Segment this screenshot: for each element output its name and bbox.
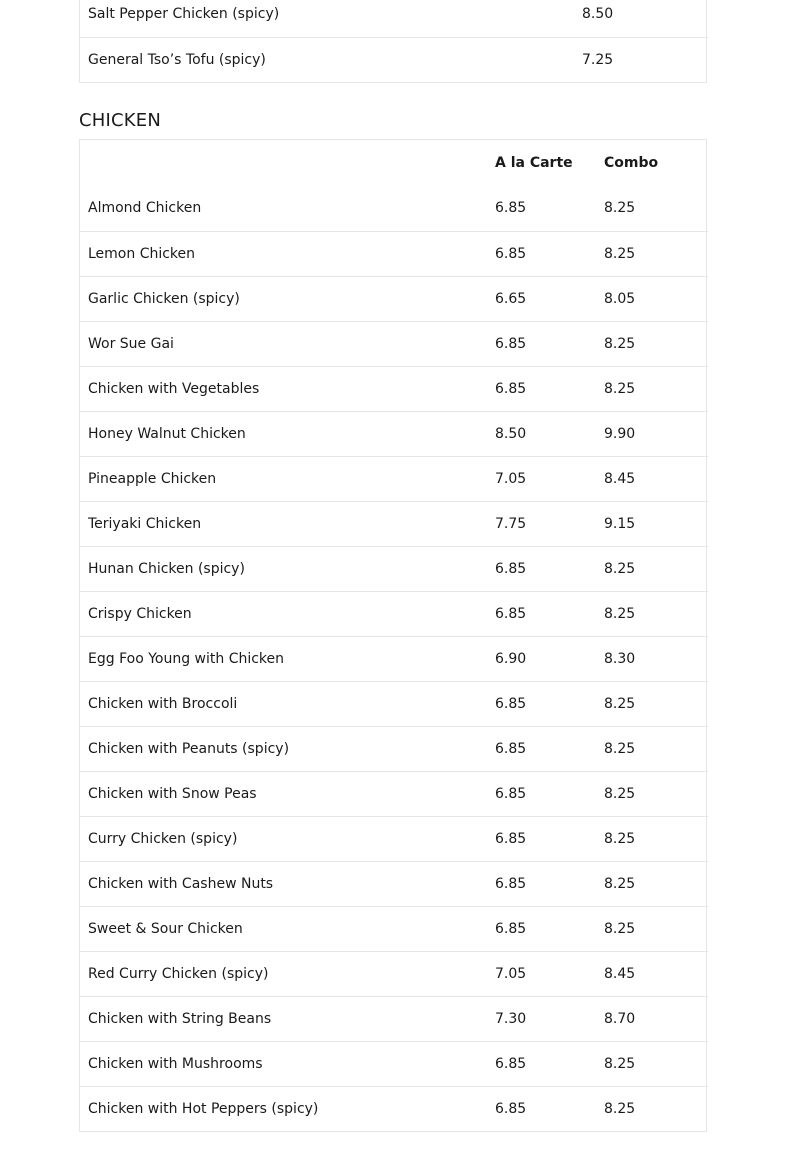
item-combo-price: 8.70 [596,996,708,1041]
table-row [80,37,708,82]
item-combo-price: 8.25 [596,681,708,726]
table-row [80,771,708,816]
table-row [80,1041,708,1086]
table-row [80,276,708,321]
item-a-la-carte-price: 6.85 [487,366,596,411]
item-a-la-carte-price: 6.85 [487,591,596,636]
item-a-la-carte-price: 6.90 [487,636,596,681]
item-name: Pineapple Chicken [80,456,487,501]
item-a-la-carte-price: 8.50 [487,411,596,456]
table-row [80,501,708,546]
table-row [80,321,708,366]
item-price: 7.25 [574,37,708,82]
table-row [80,591,708,636]
item-a-la-carte-price: 6.85 [487,771,596,816]
item-a-la-carte-price: 6.85 [487,816,596,861]
item-name: Wor Sue Gai [80,321,487,366]
item-a-la-carte-price: 7.30 [487,996,596,1041]
item-combo-price: 8.45 [596,456,708,501]
column-header-a-la-carte: A la Carte [495,155,573,171]
item-a-la-carte-price: 6.85 [487,546,596,591]
item-combo-price: 8.25 [604,200,636,217]
table-row [80,546,708,591]
table-row [80,636,708,681]
item-combo-price: 8.25 [596,231,708,276]
item-name: Hunan Chicken (spicy) [80,546,487,591]
item-name: Red Curry Chicken (spicy) [80,951,487,996]
table-row [80,726,708,771]
item-a-la-carte-price: 6.85 [487,726,596,771]
item-a-la-carte-price: 6.85 [487,906,596,951]
item-combo-price: 8.45 [596,951,708,996]
chicken-table-body [80,186,708,1131]
item-name: Chicken with Snow Peas [80,771,487,816]
menu-page [79,0,707,1132]
item-name: Chicken with Hot Peppers (spicy) [80,1086,487,1131]
item-combo-price: 9.15 [596,501,708,546]
table-row [80,186,708,231]
table-row [80,996,708,1041]
column-header-combo: Combo [604,155,659,171]
table-row [80,861,708,906]
table-row [80,951,708,996]
item-combo-price: 8.25 [596,591,708,636]
item-combo-price: 8.30 [596,636,708,681]
item-combo-price: 8.25 [596,321,708,366]
item-combo-price: 8.25 [596,1041,708,1086]
previous-section-table [79,0,707,83]
item-a-la-carte-price: 6.85 [487,1086,596,1131]
item-name: Garlic Chicken (spicy) [80,276,487,321]
section-title: CHICKEN [79,110,162,131]
item-combo-price: 8.25 [596,726,708,771]
item-combo-price: 8.05 [596,276,708,321]
item-combo-price: 8.25 [596,906,708,951]
item-price: 8.50 [582,6,614,23]
item-name: Sweet & Sour Chicken [80,906,487,951]
item-name: Honey Walnut Chicken [80,411,487,456]
item-name: Chicken with Cashew Nuts [80,861,487,906]
table-row [80,411,708,456]
item-name: General Tso’s Tofu (spicy) [80,37,574,82]
item-name: Almond Chicken [88,200,202,217]
item-name: Egg Foo Young with Chicken [80,636,487,681]
item-name: Chicken with Broccoli [80,681,487,726]
item-name: Chicken with Mushrooms [80,1041,487,1086]
item-combo-price: 8.25 [596,1086,708,1131]
item-name: Teriyaki Chicken [80,501,487,546]
table-row [80,0,708,37]
item-a-la-carte-price: 6.85 [487,681,596,726]
item-name: Chicken with Peanuts (spicy) [80,726,487,771]
item-name: Chicken with String Beans [80,996,487,1041]
item-combo-price: 8.25 [596,861,708,906]
table-row [80,681,708,726]
item-a-la-carte-price: 7.05 [487,951,596,996]
item-combo-price: 8.25 [596,771,708,816]
item-name: Chicken with Vegetables [80,366,487,411]
table-row [80,231,708,276]
item-a-la-carte-price: 7.05 [487,456,596,501]
item-combo-price: 9.90 [596,411,708,456]
item-combo-price: 8.25 [596,366,708,411]
item-a-la-carte-price: 6.85 [487,231,596,276]
table-row [80,816,708,861]
item-a-la-carte-price: 6.85 [487,861,596,906]
table-row [80,366,708,411]
item-combo-price: 8.25 [596,816,708,861]
table-row [80,456,708,501]
item-name: Curry Chicken (spicy) [80,816,487,861]
item-a-la-carte-price: 7.75 [487,501,596,546]
item-name: Crispy Chicken [80,591,487,636]
item-a-la-carte-price: 6.65 [487,276,596,321]
item-a-la-carte-price: 6.85 [487,321,596,366]
item-name: Salt Pepper Chicken (spicy) [88,6,280,23]
table-header-row [80,140,708,186]
item-a-la-carte-price: 6.85 [495,200,527,217]
chicken-menu-table [79,139,707,1132]
item-a-la-carte-price: 6.85 [487,1041,596,1086]
table-row [80,1086,708,1131]
item-combo-price: 8.25 [596,546,708,591]
item-name: Lemon Chicken [80,231,487,276]
column-header-name [80,140,487,186]
table-row [80,906,708,951]
